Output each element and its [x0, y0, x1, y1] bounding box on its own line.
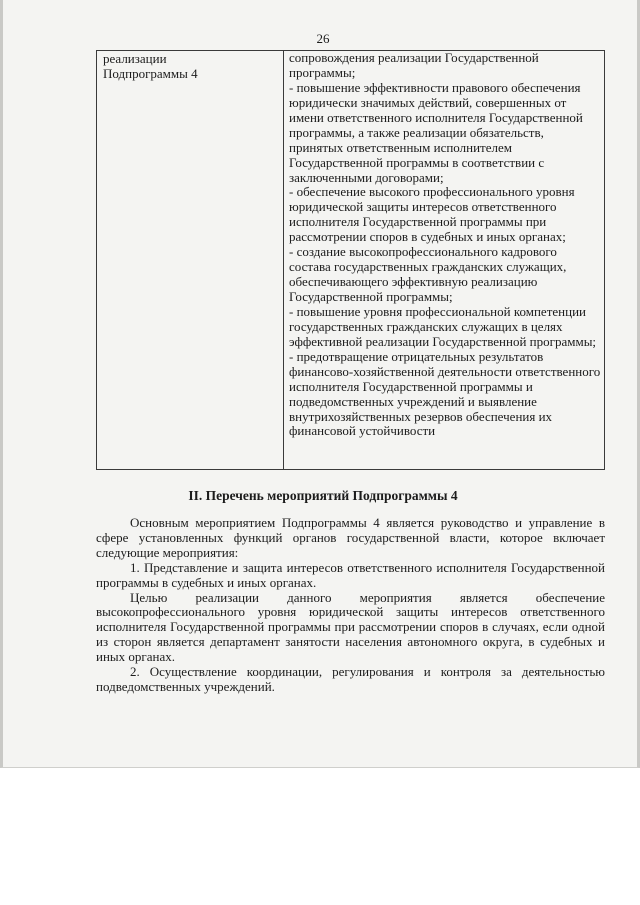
table-cell-label	[103, 51, 279, 81]
passport-table	[96, 50, 605, 470]
table-cell-content	[289, 51, 601, 469]
cell-item: - обеспечение высокого профессионального уровня юридической защиты интересов ответственного исполнителя Государственной программы при рассмотрении споров в судебных и иных органах;	[289, 184, 575, 245]
cell-item: - предотвращение отрицательных результатов финансово-хозяйственной деятельности ответственного исполнителя Государственной программы и подведомственных учреждений и выявление внутрихозяйственных резервов обеспечения их финансовой устойчивости	[289, 348, 601, 439]
section-heading: II. Перечень мероприятий Подпрограммы 4	[188, 488, 458, 503]
cell-label-line: реализации	[103, 51, 167, 66]
cell-item: - повышение уровня профессиональной компетенции государственных гражданских служащих в целях эффективной реализации Государственной программы;	[289, 303, 597, 349]
column-divider	[283, 51, 284, 469]
paragraph: 2. Осуществление координации, регулирования и контроля за деятельностью подведомственных учреждений.	[96, 664, 605, 694]
paragraph: 1. Представление и защита интересов ответственного исполнителя Государственной программы в судебных и иных органах.	[96, 559, 605, 590]
paragraph: Целью реализации данного мероприятия является обеспечение высокопрофессионального уровня юридической защиты интересов ответственного исполнителя Государственной программы при рассмотрении споров в случаях, если одной из сторон является департамент занятости населения автономного округа, в судебных и иных органах.	[96, 589, 605, 665]
cell-item: - создание высокопрофессионального кадрового состава государственных гражданских служащих, обеспечивающего эффективную реализацию Государственной программы;	[289, 244, 567, 304]
cell-item: - повышение эффективности правового обеспечения юридически значимых действий, совершенных от имени ответственного исполнителя Государственной программы, а также реализации обязательств, принятых ответственным исполнителем Государственной программы в соответствии с заключенными договорами;	[289, 79, 583, 185]
cell-item: сопровождения реализации Государственной программы;	[289, 51, 539, 80]
page-number: 26	[316, 31, 330, 46]
cell-label-line: Подпрограммы 4	[103, 66, 198, 81]
section-body	[96, 516, 605, 695]
paragraph: Основным мероприятием Подпрограммы 4 является руководство и управление в сфере установленных функций органов государственной власти, которое включает следующие мероприятия:	[96, 515, 605, 560]
